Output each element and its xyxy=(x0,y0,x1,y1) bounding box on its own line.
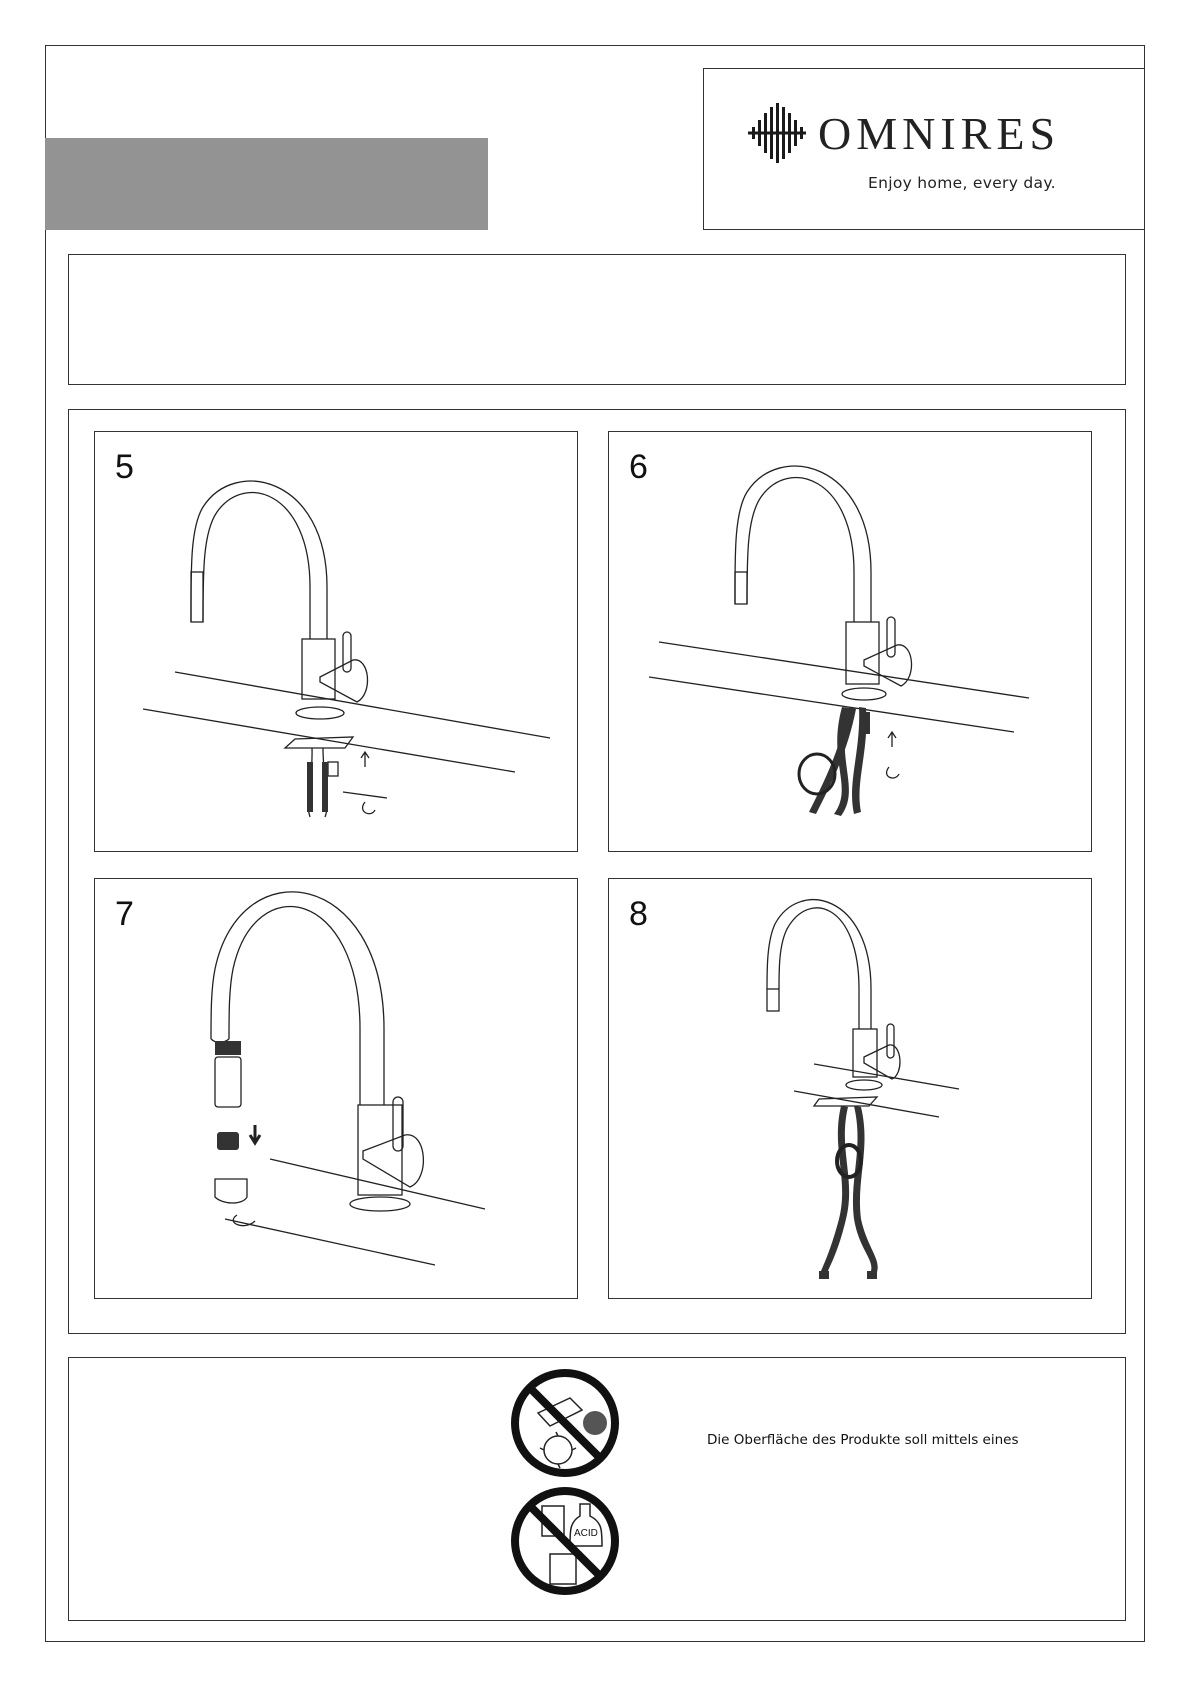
step-number: 8 xyxy=(629,895,648,933)
step-number: 6 xyxy=(629,448,648,486)
step-number: 7 xyxy=(115,895,134,933)
title-box xyxy=(68,254,1126,385)
step-panel-5 xyxy=(94,431,578,852)
faucet-install-illustration xyxy=(609,432,1092,852)
omnires-logo-icon xyxy=(746,102,808,164)
step-panel-7 xyxy=(94,878,578,1299)
faucet-install-illustration xyxy=(609,879,1092,1299)
acid-label: ACID xyxy=(574,1528,598,1539)
care-instruction-text: Die Oberfläche des Produkte soll mittels eines xyxy=(707,1432,1019,1448)
brand-tagline: Enjoy home, every day. xyxy=(868,174,1056,192)
step-number: 5 xyxy=(115,448,134,486)
faucet-install-illustration xyxy=(95,432,578,852)
step-panel-8 xyxy=(608,878,1092,1299)
faucet-install-illustration xyxy=(95,879,578,1299)
no-abrasive-tools-icon xyxy=(510,1368,620,1478)
no-acid-chemicals-icon xyxy=(510,1486,620,1596)
header-gray-bar xyxy=(45,138,488,230)
brand-name: OMNIRES xyxy=(818,108,1061,159)
step-panel-6 xyxy=(608,431,1092,852)
